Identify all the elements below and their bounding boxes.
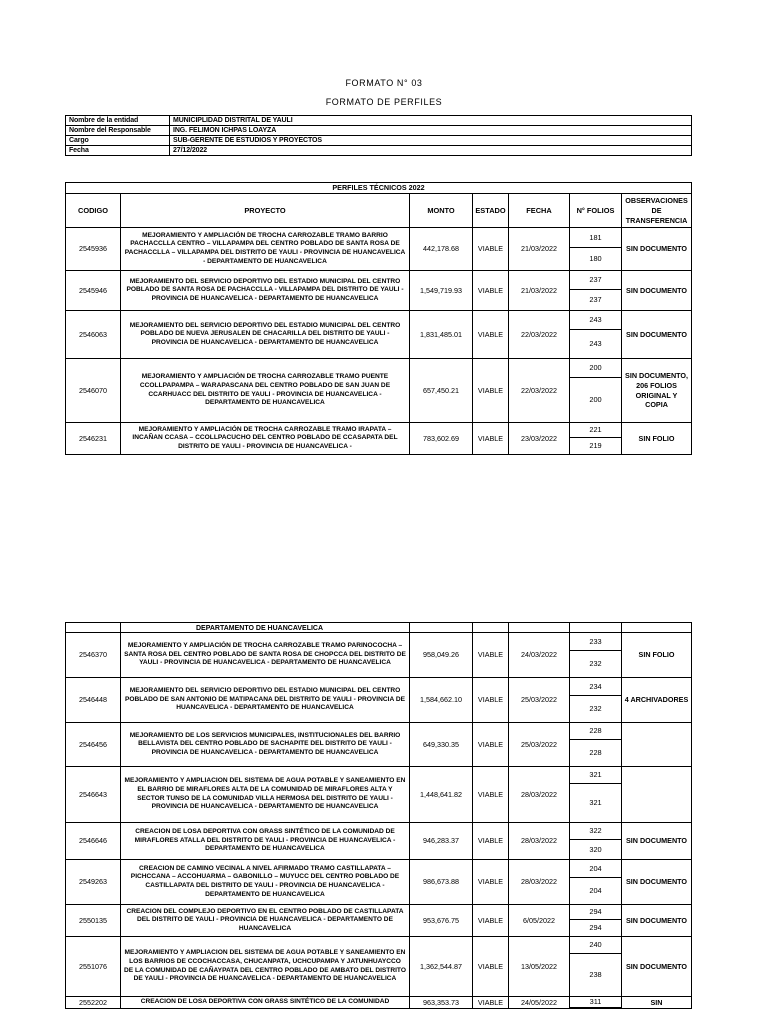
info-value: 27/12/2022 <box>170 146 692 156</box>
folio-cell: 233 <box>570 633 622 651</box>
fecha-cell: 28/03/2022 <box>509 823 570 860</box>
proyecto-cell: MEJORAMIENTO Y AMPLIACION DEL SISTEMA DE AGUA POTABLE Y SANEAMIENTO EN EL BARRIO DE MIRAFLORES ALTA DE LA COMUNIDAD DE MIRAFLORES ALTA Y SECTOR TUNSO DE LA COMUNIDAD VILLA HERMOSA DEL DISTRITO DE YAULI - PROVINCIA DE HUANCAVELICA - DEPARTAMENTO DE HUANCAVELICA <box>121 767 410 823</box>
page-break-spill-text: DEPARTAMENTO DE HUANCAVELICA <box>196 625 324 632</box>
codigo-cell: 2546643 <box>66 767 121 823</box>
spill-row-cell <box>66 623 121 633</box>
folio-cell: 311 <box>570 997 622 1008</box>
monto-cell: 1,584,662.10 <box>410 678 473 723</box>
fecha-cell: 6/05/2022 <box>509 905 570 937</box>
info-row <box>66 126 692 136</box>
monto-cell: 783,602.69 <box>410 423 473 455</box>
folio-cell: 321 <box>570 767 622 784</box>
spill-row-cell <box>570 623 622 633</box>
monto-cell: 649,330.35 <box>410 723 473 767</box>
codigo-cell: 2546646 <box>66 823 121 860</box>
estado-cell: VIABLE <box>473 423 509 455</box>
table-row <box>66 311 692 330</box>
observaciones-cell: SIN DOCUMENTO <box>622 311 692 359</box>
proyecto-cell: MEJORAMIENTO Y AMPLIACIÓN DE TROCHA CARROZABLE TRAMO PUENTE CCOLLPAPAMPA – WARAPASCANA DEL CENTRO POBLADO DE SAN JUAN DE CCARHUACC DEL DISTRITO DE YAULI - PROVINCIA DE HUANCAVELICA - DEPARTAMENTO DE HUANCAVELICA <box>121 359 410 423</box>
table-row <box>66 937 692 954</box>
proyecto-cell: CREACION DE CAMINO VECINAL A NIVEL AFIRMADO TRAMO CASTILLAPATA – PICHCCANA – ACCOHUARMA – GABONILLO – MUYUCC DEL CENTRO POBLADO DE CASTILLAPATA DEL DISTRITO DE YAULI - PROVINCIA DE HUANCAVELICA - DEPARTAMENTO DE HUANCAVELICA <box>121 860 410 905</box>
folio-cell: 243 <box>570 330 622 359</box>
folio-cell: 240 <box>570 937 622 954</box>
monto-cell: 1,448,641.82 <box>410 767 473 823</box>
folio-cell: 200 <box>570 378 622 423</box>
table-row <box>66 423 692 438</box>
observaciones-cell: SIN DOCUMENTO <box>622 823 692 860</box>
info-label: Nombre de la entidad <box>66 116 170 126</box>
table-row <box>66 997 692 1008</box>
observaciones-cell: SIN FOLIO <box>622 423 692 455</box>
folio-cell <box>570 1008 622 1009</box>
estado-cell: VIABLE <box>473 723 509 767</box>
codigo-cell: 2545946 <box>66 271 121 311</box>
proyecto-cell: MEJORAMIENTO Y AMPLIACIÓN DE TROCHA CARROZABLE TRAMO BARRIO PACHACCLLA CENTRO – VILLAPAMPA DEL CENTRO POBLADO DE SANTA ROSA DE PACHACCLLA – VILLAPAMPA DEL DISTRITO DE YAULI - PROVINCIA DE HUANCAVELICA - DEPARTAMENTO DE HUANCAVELICA <box>121 228 410 271</box>
monto-cell: 1,549,719.93 <box>410 271 473 311</box>
formato-number-title: FORMATO N° 03 <box>345 78 423 88</box>
folio-cell: 320 <box>570 840 622 860</box>
observaciones-cell: SIN <box>622 997 692 1009</box>
proyecto-cell: MEJORAMIENTO DEL SERVICIO DEPORTIVO DEL ESTADIO MUNICIPAL DEL CENTRO POBLADO DE SAN ANTONIO DE MATIPACANA DEL DISTRITO DE YAULI - PROVINCIA DE HUANCAVELICA - DEPARTAMENTO DE HUANCAVELICA <box>121 678 410 723</box>
proyecto-cell: CREACION DEL COMPLEJO DEPORTIVO EN EL CENTRO POBLADO DE CASTILLAPATA DEL DISTRITO DE YAULI - PROVINCIA DE HUANCAVELICA - DEPARTAMENTO DE HUANCAVELICA <box>121 905 410 937</box>
table-row <box>66 767 692 784</box>
codigo-cell: 2546070 <box>66 359 121 423</box>
folio-cell: 232 <box>570 696 622 723</box>
folio-cell: 243 <box>570 311 622 330</box>
proyecto-cell: CREACION DE LOSA DEPORTIVA CON GRASS SINTÉTICO DE LA COMUNIDAD DE MIRAFLORES ATALLA DEL DISTRITO DE YAULI - PROVINCIA DE HUANCAVELICA - DEPARTAMENTO DE HUANCAVELICA <box>121 823 410 860</box>
monto-cell: 1,362,544.87 <box>410 937 473 997</box>
codigo-cell: 2550135 <box>66 905 121 937</box>
header-monto: MONTO <box>410 194 473 228</box>
codigo-cell: 2546448 <box>66 678 121 723</box>
folio-cell: 294 <box>570 905 622 920</box>
observaciones-cell: SIN DOCUMENTO <box>622 271 692 311</box>
folio-cell: 237 <box>570 290 622 311</box>
fecha-cell: 21/03/2022 <box>509 271 570 311</box>
estado-cell: VIABLE <box>473 633 509 678</box>
monto-cell: 946,283.37 <box>410 823 473 860</box>
folio-cell: 180 <box>570 248 622 271</box>
info-value: ING. FELIMON ICHPAS LOAYZA <box>170 126 692 136</box>
formato-perfiles-title: FORMATO DE PERFILES <box>325 97 443 107</box>
observaciones-cell <box>622 767 692 823</box>
table-row <box>66 271 692 290</box>
codigo-cell: 2551076 <box>66 937 121 997</box>
spill-row-cell <box>121 623 410 633</box>
folio-cell: 204 <box>570 878 622 905</box>
monto-cell: 442,178.68 <box>410 228 473 271</box>
monto-cell: 986,673.88 <box>410 860 473 905</box>
proyecto-cell: MEJORAMIENTO DE LOS SERVICIOS MUNICIPALES, INSTITUCIONALES DEL BARRIO BELLAVISTA DEL CENTRO POBLADO DE SACHAPITE DEL DISTRITO DE YAULI - PROVINCIA DE HUANCAVELICA - DEPARTAMENTO DE HUANCAVELICA <box>121 723 410 767</box>
codigo-cell: 2546063 <box>66 311 121 359</box>
estado-cell: VIABLE <box>473 937 509 997</box>
monto-cell: 657,450.21 <box>410 359 473 423</box>
table-row <box>66 723 692 740</box>
header-observaciones: OBSERVACIONES DE TRANSFERENCIA <box>622 194 692 228</box>
info-value: MUNICIPLIDAD DISTRITAL DE YAULI <box>170 116 692 126</box>
observaciones-cell: 4 ARCHIVADORES <box>622 678 692 723</box>
folio-cell: 221 <box>570 423 622 438</box>
info-row <box>66 116 692 126</box>
table-row <box>66 228 692 248</box>
fecha-cell: 28/03/2022 <box>509 767 570 823</box>
header-folios: N° FOLIOS <box>570 194 622 228</box>
fecha-cell: 25/03/2022 <box>509 678 570 723</box>
proyecto-cell: MEJORAMIENTO DEL SERVICIO DEPORTIVO DEL ESTADIO MUNICIPAL DEL CENTRO POBLADO DE NUEVA JERUSALEN DE CHACARILLA DEL DISTRITO DE YAULI - PROVINCIA DE HUANCAVELICA - DEPARTAMENTO DE HUANCAVELICA <box>121 311 410 359</box>
folio-cell: 228 <box>570 740 622 767</box>
fecha-cell: 21/03/2022 <box>509 228 570 271</box>
observaciones-cell: SIN DOCUMENTO <box>622 228 692 271</box>
codigo-cell: 2546231 <box>66 423 121 455</box>
monto-cell: 953,676.75 <box>410 905 473 937</box>
fecha-cell: 13/05/2022 <box>509 937 570 997</box>
spill-row-cell <box>473 623 509 633</box>
fecha-cell: 28/03/2022 <box>509 860 570 905</box>
observaciones-cell <box>622 723 692 767</box>
folio-cell: 238 <box>570 954 622 997</box>
info-table <box>65 115 692 156</box>
folio-cell: 322 <box>570 823 622 840</box>
estado-cell: VIABLE <box>473 271 509 311</box>
estado-cell: VIABLE <box>473 860 509 905</box>
estado-cell: VIABLE <box>473 767 509 823</box>
estado-cell: VIABLE <box>473 678 509 723</box>
info-label: Cargo <box>66 136 170 146</box>
perfiles-table-page1 <box>65 182 692 455</box>
folio-cell: 228 <box>570 723 622 740</box>
info-label: Nombre del Responsable <box>66 126 170 136</box>
fecha-cell: 22/03/2022 <box>509 311 570 359</box>
header-proyecto: PROYECTO <box>121 194 410 228</box>
table-row <box>66 359 692 378</box>
proyecto-cell: CREACION DE LOSA DEPORTIVA CON GRASS SINTÉTICO DE LA COMUNIDAD <box>121 997 410 1009</box>
observaciones-cell: SIN DOCUMENTO <box>622 860 692 905</box>
header-codigo: CODIGO <box>66 194 121 228</box>
codigo-cell: 2546370 <box>66 633 121 678</box>
proyecto-cell: MEJORAMIENTO Y AMPLIACIÓN DE TROCHA CARROZABLE TRAMO PARINOCOCHA – SANTA ROSA DEL CENTRO POBLADO DE SANTA ROSA DE CHOPCCA DEL DISTRITO DE YAULI - PROVINCIA DE HUANCAVELICA - DEPARTAMENTO DE HUANCAVELICA <box>121 633 410 678</box>
table-row <box>66 678 692 696</box>
codigo-cell: 2552202 <box>66 997 121 1009</box>
codigo-cell: 2549263 <box>66 860 121 905</box>
folio-cell: 204 <box>570 860 622 878</box>
folio-cell: 232 <box>570 651 622 678</box>
fecha-cell: 25/03/2022 <box>509 723 570 767</box>
monto-cell: 963,353.73 <box>410 997 473 1009</box>
estado-cell: VIABLE <box>473 359 509 423</box>
folio-cell: 234 <box>570 678 622 696</box>
info-row <box>66 136 692 146</box>
observaciones-cell: SIN FOLIO <box>622 633 692 678</box>
folio-cell: 200 <box>570 359 622 378</box>
proyecto-cell: MEJORAMIENTO Y AMPLIACIÓN DE TROCHA CARROZABLE TRAMO IRAPATA – INCAÑAN CCASA – CCOLLPACUCHO DEL CENTRO POBLADO DE CCASAPATA DEL DISTRITO DE YAULI - PROVINCIA DE HUANCAVELICA - <box>121 423 410 455</box>
fecha-cell: 24/03/2022 <box>509 633 570 678</box>
observaciones-cell: SIN DOCUMENTO, 206 FOLIOS ORIGINAL Y COPIA <box>622 359 692 423</box>
header-fecha: FECHA <box>509 194 570 228</box>
codigo-cell: 2546456 <box>66 723 121 767</box>
spill-row-cell <box>509 623 570 633</box>
header-estado: ESTADO <box>473 194 509 228</box>
table-row <box>66 860 692 878</box>
proyecto-cell: MEJORAMIENTO Y AMPLIACION DEL SISTEMA DE AGUA POTABLE Y SANEAMIENTO EN LOS BARRIOS DE CCOCHACCASA, CHUCANPATA, UCHCUPAMPA Y JATUNHUAYCCO DE LA COMUNIDAD DE CAÑAYPATA DEL CENTRO POBLADO DE AMBATO DEL DISTRITO DE YAULI - PROVINCIA DE HUANCAVELICA - DEPARTAMENTO DE HUANCAVELICA <box>121 937 410 997</box>
spill-row-cell <box>410 623 473 633</box>
observaciones-cell: SIN DOCUMENTO <box>622 937 692 997</box>
codigo-cell: 2545936 <box>66 228 121 271</box>
estado-cell: VIABLE <box>473 823 509 860</box>
fecha-cell: 22/03/2022 <box>509 359 570 423</box>
estado-cell: VIABLE <box>473 997 509 1009</box>
folio-cell: 294 <box>570 920 622 937</box>
table-row <box>66 633 692 651</box>
table-title: PERFILES TÉCNICOS 2022 <box>66 183 692 194</box>
estado-cell: VIABLE <box>473 228 509 271</box>
info-label: Fecha <box>66 146 170 156</box>
table-row <box>66 905 692 920</box>
folio-cell: 321 <box>570 784 622 823</box>
observaciones-cell: SIN DOCUMENTO <box>622 905 692 937</box>
folio-cell: 181 <box>570 228 622 248</box>
folio-cell: 237 <box>570 271 622 290</box>
fecha-cell: 23/03/2022 <box>509 423 570 455</box>
monto-cell: 958,049.26 <box>410 633 473 678</box>
monto-cell: 1,831,485.01 <box>410 311 473 359</box>
fecha-cell: 24/05/2022 <box>509 997 570 1009</box>
info-row <box>66 146 692 156</box>
info-value: SUB-GERENTE DE ESTUDIOS Y PROYECTOS <box>170 136 692 146</box>
spill-row-cell <box>622 623 692 633</box>
table-row <box>66 823 692 840</box>
folio-cell: 219 <box>570 438 622 455</box>
perfiles-table-page2 <box>65 622 692 1009</box>
estado-cell: VIABLE <box>473 905 509 937</box>
proyecto-cell: MEJORAMIENTO DEL SERVICIO DEPORTIVO DEL ESTADIO MUNICIPAL DEL CENTRO POBLADO DE SANTA ROSA DE PACHACCLLA - VILLAPAMPA DEL DISTRITO DE YAULI - PROVINCIA DE HUANCAVELICA - DEPARTAMENTO DE HUANCAVELICA <box>121 271 410 311</box>
estado-cell: VIABLE <box>473 311 509 359</box>
